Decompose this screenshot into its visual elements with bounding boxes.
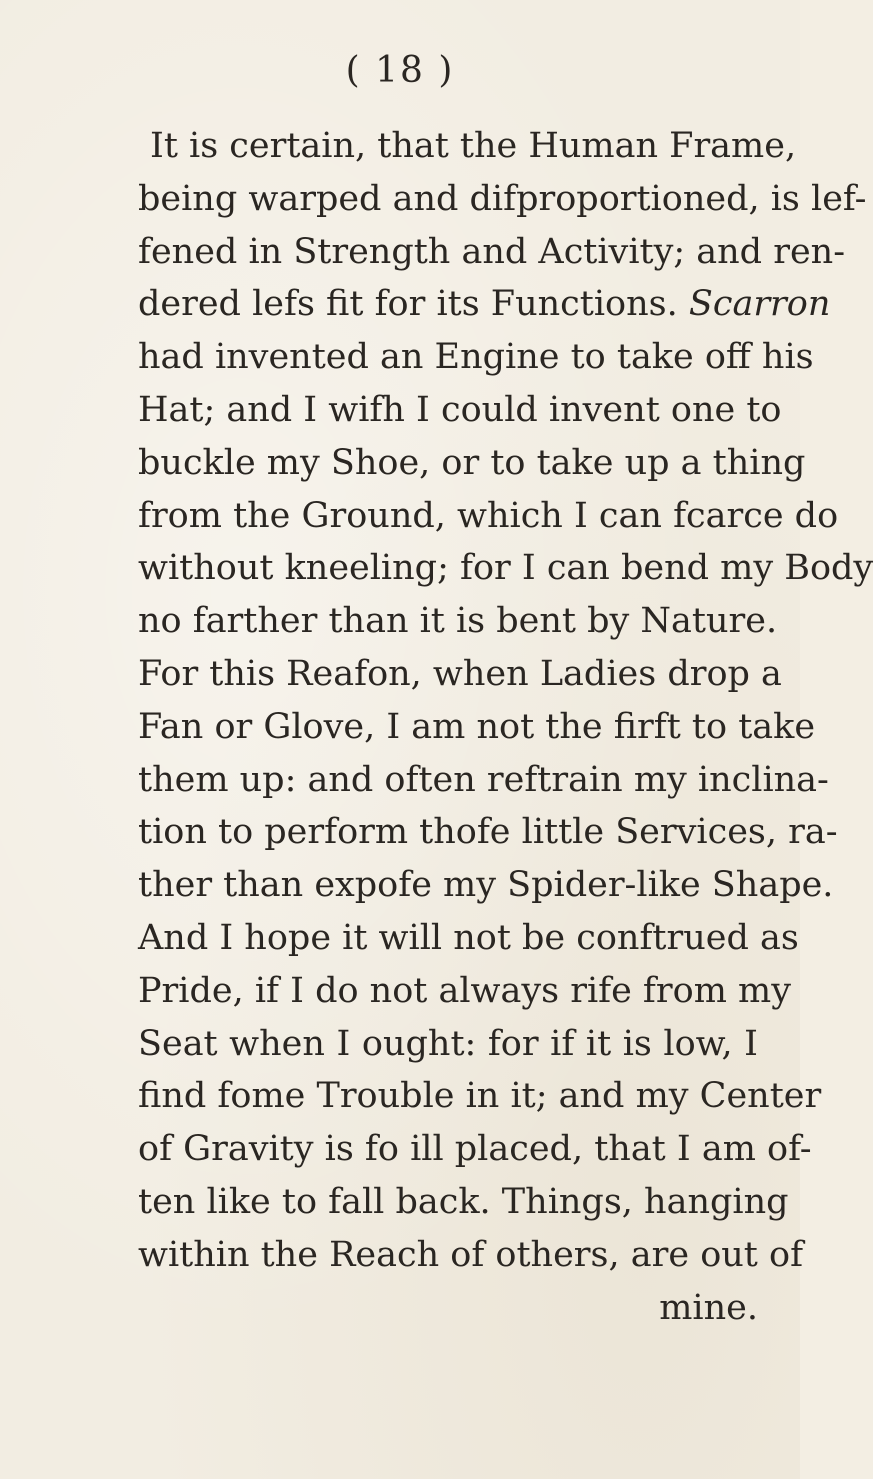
text-line-17: Pride, if I do not always rife from my [138,970,791,1011]
text-line-5: had invented an Engine to take off his [138,337,814,378]
text-line-10: no farther than it is bent by Nature. [138,601,778,642]
text-line-12: Fan or Glove, I am not the firft to take [138,706,816,747]
text-line-22: within the Reach of others, are out of [138,1234,804,1275]
text-line-4-roman: dered lefs fit for its Functions. [138,284,678,325]
text-line-9: without kneeling; for I can bend my Body [138,548,873,589]
text-line-14: tion to perform thofe little Services, ra- [138,812,838,853]
text-line-11: For this Reafon, when Ladies drop a [138,653,782,694]
text-line-16: And I hope it will not be conftrued as [138,917,799,958]
text-line-13: them up: and often reftrain my inclina- [138,759,829,800]
body-text [138,120,873,1334]
text-line-19: find fome Trouble in it; and my Center [138,1076,822,1117]
text-line-7: buckle my Shoe, or to take up a thing [138,442,806,483]
name-scarron: Scarron [688,284,831,325]
text-line-15: ther than expofe my Spider-like Shape. [138,865,834,906]
text-line-4 [138,278,831,331]
page-number: ( 18 ) [345,50,455,91]
text-line-6: Hat; and I wifh I could invent one to [138,389,782,430]
text-line-18: Seat when I ought: for if it is low, I [138,1023,758,1064]
text-line-21: ten like to fall back. Things, hanging [138,1181,789,1222]
text-line-3: fened in Strength and Activity; and ren- [138,231,846,272]
text-line-23: mine. [659,1287,758,1328]
text-line-20: of Gravity is fo ill placed, that I am of- [138,1129,812,1170]
text-line-1: It is certain, that the Human Frame, [150,126,797,166]
text-line-2: being warped and difproportioned, is lef- [138,178,867,219]
text-line-8: from the Ground, which I can fcarce do [138,495,839,536]
